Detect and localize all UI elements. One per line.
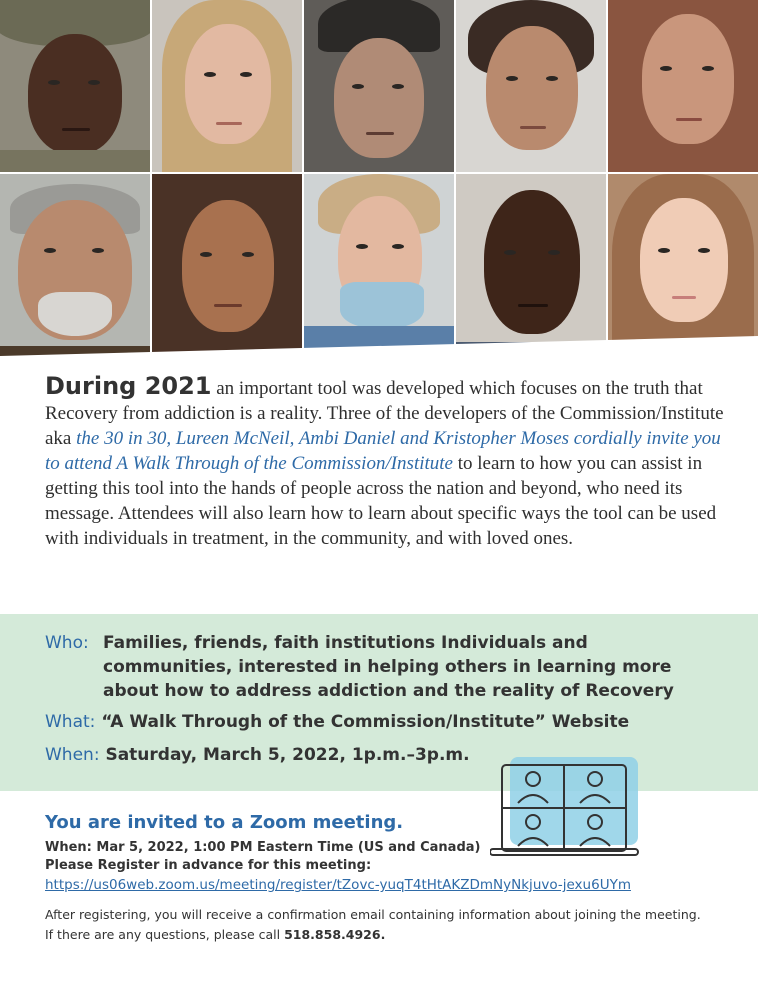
contact-phone: 518.858.4926. — [284, 927, 386, 942]
what-text: “A Walk Through of the Commission/Institute” Website — [101, 712, 630, 732]
after-line-1: After registering, you will receive a confirmation email containing information about joining the meeting. — [45, 907, 701, 922]
zoom-register-prompt: Please Register in advance for this meeting: — [45, 858, 372, 873]
after-registering-note — [45, 905, 745, 945]
zoom-when: When: Mar 5, 2022, 1:00 PM Eastern Time (US and Canada) — [45, 840, 481, 855]
who-row — [45, 631, 89, 655]
when-text: Saturday, March 5, 2022, 1p.m.–3p.m. — [105, 745, 470, 765]
who-text: Families, friends, faith institutions Individuals and communities, interested in helping others in learning more about how to address addiction and the reality of Recovery — [103, 633, 674, 701]
when-row — [45, 743, 470, 767]
photo-band-diagonal-edge — [0, 0, 758, 372]
zoom-registration-link[interactable]: https://us06web.zoom.us/meeting/register/tZovc-yuqT4tHtAKZDmNyNkjuvo-jexu6UYm — [45, 877, 631, 893]
what-row — [45, 710, 629, 734]
intro-highlight: the 30 in 30, Lureen McNeil, Ambi Daniel and Kristopher Moses cordially invite you to attend A Walk Through of the Commission/Institute — [45, 428, 721, 474]
intro-paragraph — [45, 374, 725, 551]
after-line-2 — [45, 925, 745, 945]
who-label: Who: — [45, 633, 89, 653]
portrait-grid — [0, 0, 758, 372]
video-conference-laptop-icon — [490, 757, 640, 857]
what-label: What: — [45, 712, 96, 732]
when-label: When: — [45, 745, 100, 765]
intro-text-part2: to learn to how you can assist in getting this tool into the hands of people across the nation and beyond, who need its message. Attendees will also learn how to learn about specific ways the tool can be used with individuals in treatment, in the community, and with loved ones. — [45, 453, 717, 549]
zoom-title: You are invited to a Zoom meeting. — [45, 812, 404, 833]
after-line-2-text: If there are any questions, please call — [45, 927, 285, 942]
intro-lead: During 2021 — [45, 372, 212, 400]
intro-text-part1: an important tool was developed which focuses on the truth that Recovery from addiction is a reality. Three of the developers of the Commission/Institute aka — [45, 378, 724, 449]
